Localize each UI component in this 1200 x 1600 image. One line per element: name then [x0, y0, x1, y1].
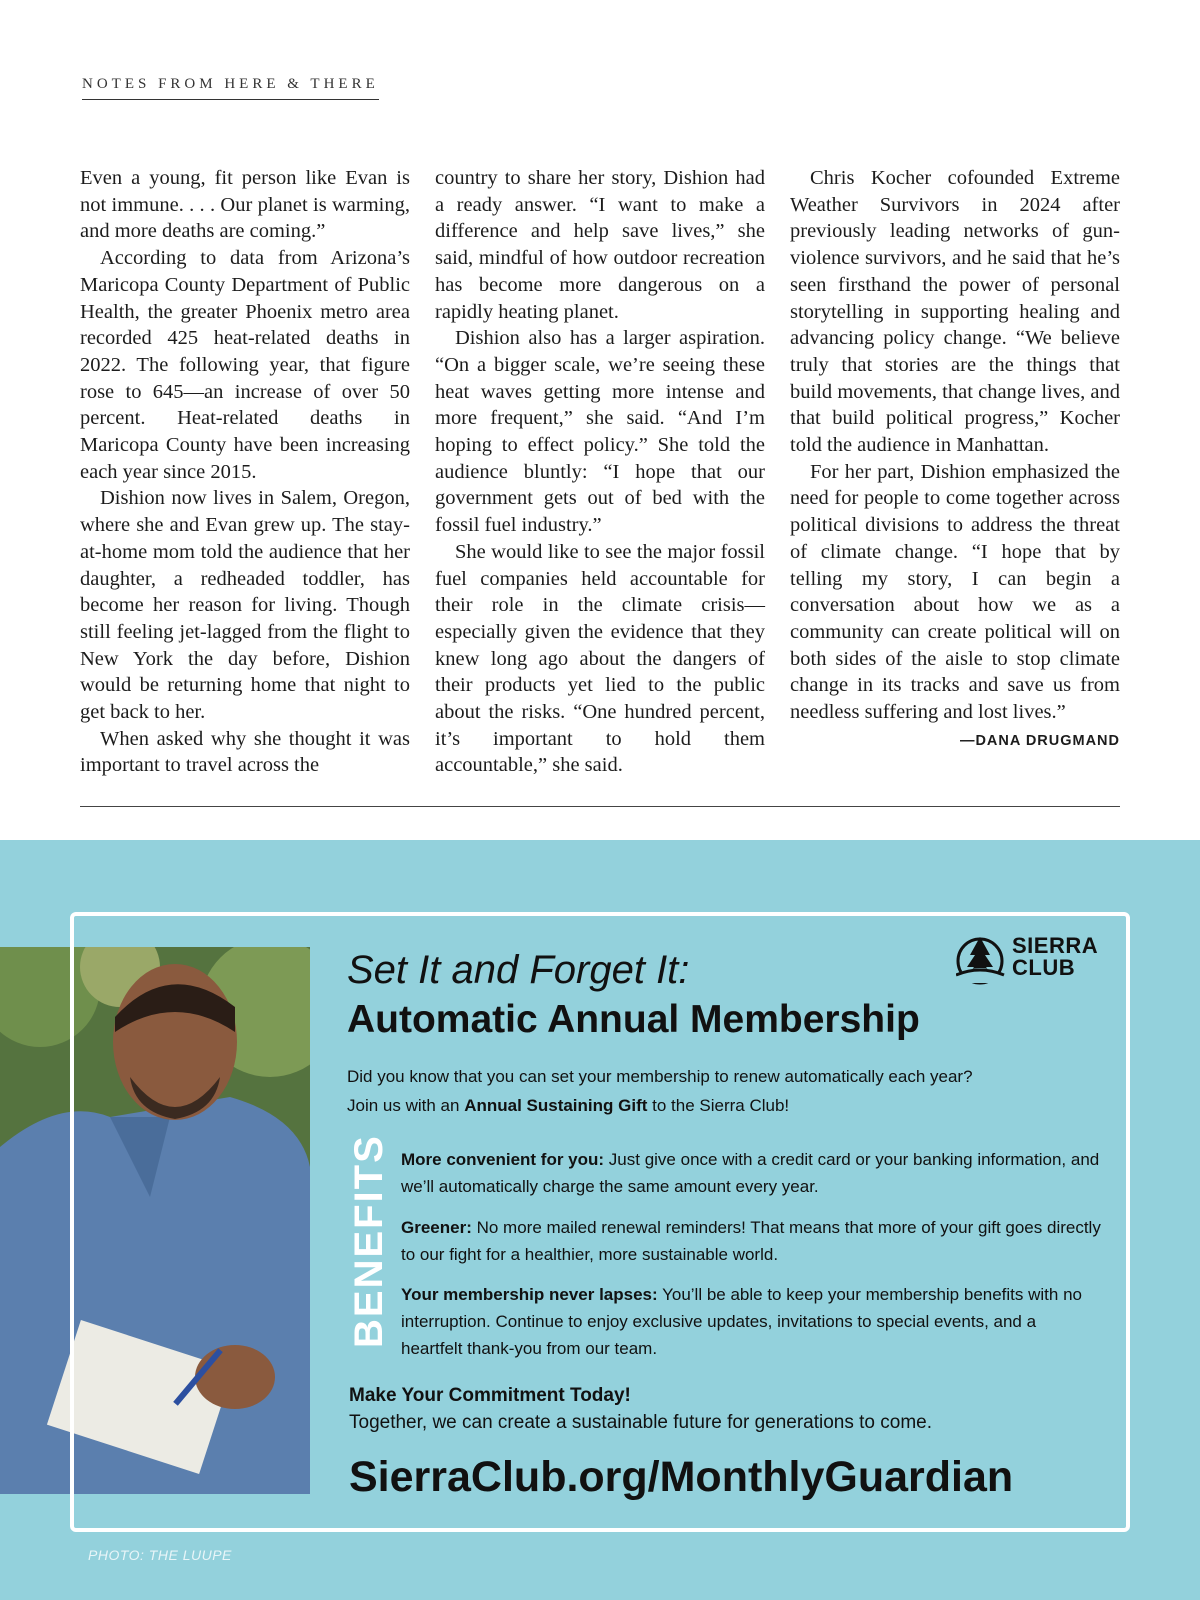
- donation-url[interactable]: SierraClub.org/MonthlyGuardian: [349, 1453, 1014, 1501]
- article-column-1: [80, 165, 410, 785]
- benefit-title: Greener:: [401, 1218, 472, 1237]
- benefits-label: BENEFITS: [347, 1134, 391, 1348]
- benefit-text: Just give once with a credit card or your banking information, and we’ll automatically charge the same amount every year.: [401, 1150, 1100, 1196]
- benefit-item: [401, 1214, 1101, 1268]
- intro-line-2: [347, 1091, 1107, 1120]
- intro-pre: Join us with an: [347, 1096, 465, 1115]
- benefit-text: No more mailed renewal reminders! That means that more of your gift goes directly to our fight for a healthier, more sustainable world.: [401, 1218, 1101, 1264]
- commitment-block: [349, 1382, 1109, 1436]
- commit-text: Together, we can create a sustainable future for generations to come.: [349, 1412, 933, 1433]
- benefit-text: You’ll be able to keep your membership benefits with no interruption. Continue to enjoy exclusive updates, invitations to special events, and a heartfelt thank-you from our team.: [401, 1285, 1082, 1358]
- sierra-club-tree-icon: [956, 933, 1012, 985]
- byline: —DANA DRUGMAND: [959, 732, 1120, 749]
- paragraph: For her part, Dishion emphasized the need for people to come together across political divisions to address the threat of climate change. “I hope that by telling my story, I can begin a conversation about how we as a community can create political will on both sides of the aisle to stop climate change in its tracks and save us from needless suffering and lost lives.”: [790, 460, 1120, 724]
- logo-line-1: SIERRA: [1012, 933, 1099, 958]
- logo-wordmark: [1012, 935, 1098, 979]
- paragraph: Chris Kocher cofounded Extreme Weather Survivors in 2024 after previously leading networks of gun-violence survivors, and he said that he’s seen firsthand the power of personal storytelling in supporting healing and advancing policy change. “We believe truly that stories are the things that build movements, that change lives, and that build political progress,” Kocher told the audience in Manhattan.: [790, 167, 1120, 457]
- article-body: [80, 165, 1120, 785]
- intro-line-1: Did you know that you can set your membership to renew automatically each year?: [347, 1067, 973, 1086]
- benefit-item: [401, 1281, 1101, 1362]
- paragraph: Dishion now lives in Salem, Oregon, where she and Evan grew up. The stay-at-home mom told the audience that her daughter, a redheaded toddler, has become her reason for living. Though still feeling jet-lagged from the flight to New York the day before, Dishion would be returning home that night to get back to her.: [80, 487, 410, 724]
- benefit-item: [401, 1146, 1101, 1200]
- section-label: NOTES FROM HERE & THERE: [82, 76, 379, 100]
- ad-intro: [347, 1062, 1107, 1120]
- article-column-3: [790, 165, 1120, 785]
- paragraph: She would like to see the major fossil fuel companies held accountable for their role in the climate crisis—especially given the evidence that they knew long ago about the dangers of their products yet lied to the public about the risks. “One hundred percent, it’s important to hold them accountable,” she said.: [435, 540, 765, 777]
- intro-post: to the Sierra Club!: [647, 1096, 790, 1115]
- logo-line-2: CLUB: [1012, 955, 1076, 980]
- sierra-club-logo: [956, 933, 1099, 989]
- intro-bold: Annual Sustaining Gift: [464, 1096, 648, 1115]
- divider: [80, 806, 1120, 807]
- paragraph: Dishion also has a larger aspiration. “On a bigger scale, we’re seeing these heat waves getting more intense and more frequent,” she said. “And I’m hoping to effect policy.” She told the audience bluntly: “I hope that our government gets out of bed with the fossil fuel industry.”: [435, 327, 765, 537]
- ad-title-bold: Automatic Annual Membership: [347, 998, 920, 1041]
- paragraph: According to data from Arizona’s Maricopa County Department of Public Health, the greater Phoenix metro area recorded 425 heat-related deaths in 2022. The following year, that figure rose to 645—an increase of over 50 percent. Heat-related deaths in Maricopa County have been increasing each year since 2015.: [80, 247, 410, 483]
- commit-title: Make Your Commitment Today!: [349, 1385, 631, 1406]
- paragraph: Even a young, fit person like Evan is not immune. . . . Our planet is warming, and more deaths are coming.”: [80, 167, 410, 243]
- benefit-title: More convenient for you:: [401, 1150, 605, 1169]
- membership-ad: [0, 840, 1200, 1600]
- benefit-title: Your membership never lapses:: [401, 1285, 658, 1304]
- paragraph: When asked why she thought it was important to travel across the: [80, 727, 410, 777]
- paragraph: country to share her story, Dishion had a ready answer. “I want to make a difference and help save lives,” she said, mindful of how outdoor recreation has become more dangerous on a rapidly heating planet.: [435, 167, 765, 323]
- article-column-2: [435, 165, 765, 785]
- ad-title-italic: Set It and Forget It:: [347, 948, 690, 992]
- photo-credit: PHOTO: THE LUUPE: [88, 1547, 232, 1563]
